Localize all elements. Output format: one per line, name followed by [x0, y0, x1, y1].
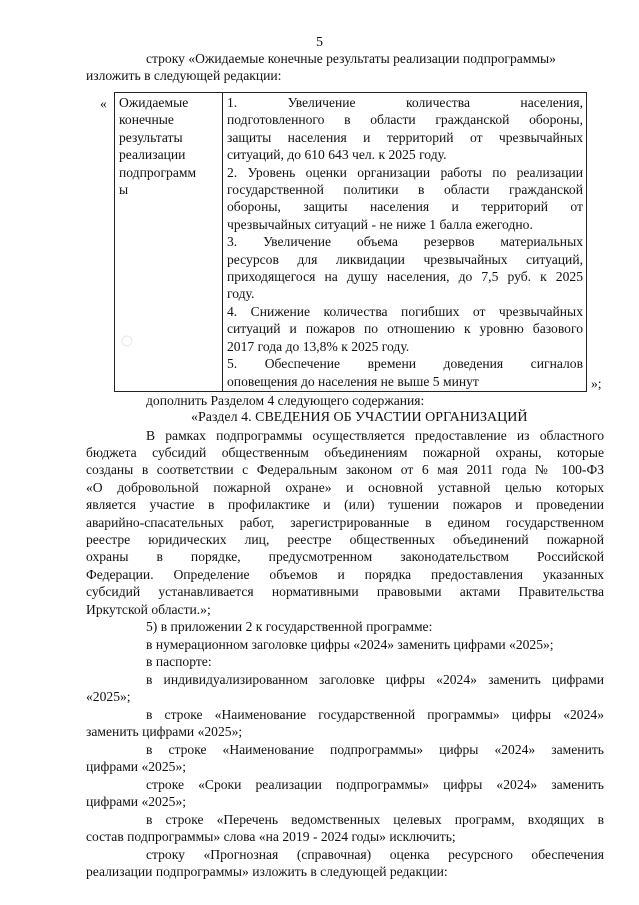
row-forecast-line: реализации подпрограммы» изложить в следующей редакции:: [86, 864, 448, 879]
result-line: ресурсов для ликвидации чрезвычайных ситуаций,: [227, 251, 583, 267]
row-forecast-line: строку «Прогнозная (справочная) оценка ресурсного обеспечения: [146, 847, 604, 862]
result-line: обороны, защиты населения и территорий от: [227, 199, 583, 215]
indicator-name-line: результаты: [119, 129, 183, 145]
paragraph-line: созданы в соответствии с Федеральным законом от 6 мая 2011 года № 100-ФЗ: [86, 462, 604, 477]
table-open-quote: «: [100, 96, 107, 111]
item-5-line: 5) в приложении 2 к государственной программе:: [146, 619, 433, 634]
result-line: году.: [227, 286, 255, 302]
passport-line: в паспорте:: [146, 654, 212, 669]
indicator-name-line: конечные: [119, 112, 174, 128]
row-gp-line: заменить цифрами «2025»;: [86, 724, 243, 739]
paragraph-line: В рамках подпрограммы осуществляется предоставление из областного: [146, 428, 604, 443]
paragraph-line: субсидий устанавливается нормативными правовыми актами Правительства: [86, 584, 604, 599]
row-list-line: в строке «Перечень ведомственных целевых программ, входящих в: [146, 812, 604, 827]
result-line: чрезвычайных ситуаций - не ниже 1 балла ежегодно.: [227, 216, 533, 232]
intro-line-1: строку «Ожидаемые конечные результаты реализации подпрограммы»: [146, 51, 556, 66]
result-line: 4. Снижение количества погибших от чрезвычайных: [227, 303, 583, 319]
paragraph-line: является участие в профилактике и (или) тушении пожаров и проведении: [86, 497, 604, 512]
paragraph-line: бюджета субсидий общественным объединениям пожарной охраны, которые: [86, 445, 604, 460]
result-line: государственной политики в области гражданской: [227, 182, 583, 198]
results-value-cell: [223, 93, 587, 392]
result-line: 5. Обеспечение времени доведения сигналов: [227, 356, 583, 372]
page-number: 5: [316, 35, 323, 50]
result-line: приходящегося на душу населения, до 7,5 руб. к 2025: [227, 269, 583, 285]
result-line: ситуаций, до 610 643 чел. к 2025 году.: [227, 147, 447, 163]
intro-line-2: изложить в следующей редакции:: [86, 68, 282, 83]
numbering-line: в нумерационном заголовке цифры «2024» заменить цифрами «2025»;: [146, 637, 554, 652]
paragraph-line: Иркутской области.»;: [86, 602, 211, 617]
indicator-name-line: Ожидаемые: [119, 95, 189, 110]
result-line: ситуаций и пожаров по отношению к уровню базового: [227, 321, 583, 337]
row-sub-line: цифрами «2025»;: [86, 759, 187, 774]
result-line: 2017 года до 13,8% к 2025 году.: [227, 338, 410, 354]
result-line: 3. Увеличение объема резервов материальных: [227, 234, 583, 250]
row-terms-line: строке «Сроки реализации подпрограммы» цифры «2024» заменить: [146, 777, 604, 792]
result-line: 2. Уровень оценки организации работы по реализации: [227, 164, 583, 180]
row-list-line: состав подпрограммы» слова «на 2019 - 2024 годы» исключить;: [86, 829, 456, 844]
indicator-name-line: ы: [119, 182, 129, 198]
supplement-line: дополнить Разделом 4 следующего содержания:: [146, 393, 425, 408]
result-line: 1. Увеличение количества населения,: [227, 95, 583, 110]
result-line: оповещения до населения не выше 5 минут: [227, 373, 479, 389]
section-heading: «Раздел 4. СВЕДЕНИЯ ОБ УЧАСТИИ ОРГАНИЗАЦИЙ: [191, 410, 528, 425]
indicator-name-line: подпрограмм: [119, 164, 197, 180]
paragraph-line: аварийно-спасательных работ, зарегистрированные в едином государственном: [86, 515, 604, 530]
table-close-quote: »;: [591, 376, 602, 391]
result-line: защиты населения и территорий от чрезвычайных: [227, 129, 583, 145]
row-sub-line: в строке «Наименование подпрограммы» цифры «2024» заменить: [146, 742, 604, 757]
individual-heading-line: «2025»;: [86, 689, 131, 704]
result-line: подготовленного в области гражданской обороны,: [227, 112, 583, 128]
results-table-row: [115, 93, 587, 392]
individual-heading-line: в индивидуализированном заголовке цифры «2024» заменить цифрами: [146, 672, 604, 687]
indicator-name-line: реализации: [119, 147, 186, 163]
paragraph-line: охраны в порядке, предусмотренном законодательством Российской: [86, 549, 604, 564]
row-gp-line: в строке «Наименование государственной программы» цифры «2024»: [146, 707, 604, 722]
paragraph-line: реестре юридических лиц, реестре общественных объединений пожарной: [86, 532, 604, 547]
row-terms-line: цифрами «2025»;: [86, 794, 187, 809]
paragraph-line: «О добровольной пожарной охране» и основной уставной целью которых: [86, 480, 604, 495]
faint-stamp-mark: [120, 334, 134, 348]
results-table: [114, 92, 587, 392]
paragraph-line: Федерации. Определение объемов и порядка предоставления указанных: [86, 567, 604, 582]
